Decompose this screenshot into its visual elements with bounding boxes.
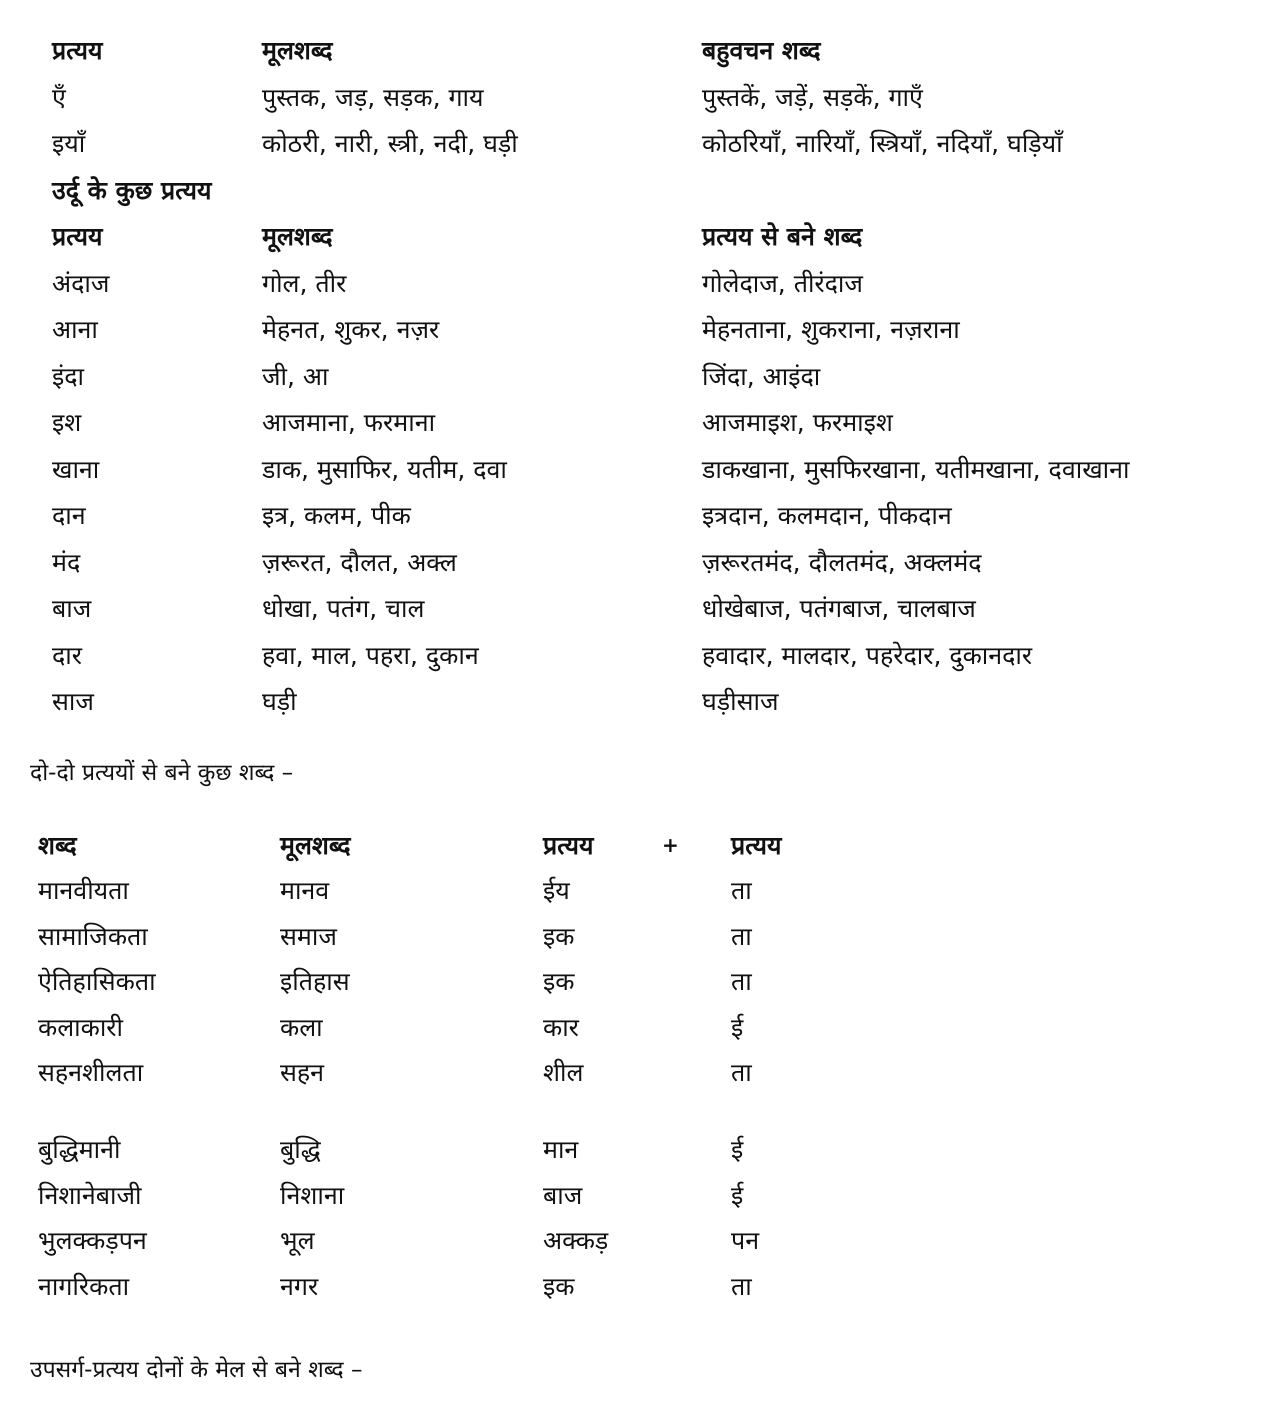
- suffix-tables: [52, 28, 1262, 726]
- suffix-1-cell: ईय: [543, 876, 570, 906]
- word-cell: सामाजिकता: [38, 921, 148, 951]
- table-row: [52, 447, 1262, 494]
- suffix-2-cell: ता: [731, 876, 752, 906]
- column-header-plural-word: बहुवचन शब्द: [702, 36, 821, 65]
- table-row: [38, 959, 938, 1004]
- root-word-cell: कोठरी, नारी, स्त्री, नदी, घड़ी: [262, 129, 518, 158]
- table2-header-row: [38, 823, 938, 868]
- root-word-cell: मानव: [280, 876, 330, 906]
- caption-two-suffix-words: दो-दो प्रत्ययों से बने कुछ शब्द –: [30, 760, 294, 786]
- derived-word-cell: घड़ीसाज: [702, 687, 779, 716]
- suffix-1-cell: इक: [543, 921, 575, 951]
- suffix-cell: बाज: [52, 594, 92, 623]
- table-row: [38, 868, 938, 913]
- urdu-section-title-row: [52, 168, 1262, 215]
- root-word-cell: निशाना: [280, 1180, 345, 1210]
- column-header-root-word: मूलशब्द: [280, 831, 351, 860]
- root-word-cell: मेहनत, शुकर, नज़र: [262, 315, 440, 344]
- word-cell: सहनशीलता: [38, 1057, 144, 1087]
- table-row: [38, 1218, 938, 1263]
- derived-word-cell: हवादार, मालदार, पहरेदार, दुकानदार: [702, 640, 1033, 670]
- two-suffix-table: [38, 823, 938, 1309]
- column-header-suffix: प्रत्यय: [52, 36, 103, 65]
- table-row: [52, 400, 1262, 447]
- suffix-2-cell: ई: [731, 1012, 744, 1042]
- derived-word-cell: आजमाइश, फरमाइश: [702, 408, 893, 437]
- plus-sign: +: [662, 833, 679, 857]
- root-word-cell: जी, आ: [262, 361, 329, 391]
- word-cell: बुद्धिमानी: [38, 1135, 121, 1165]
- root-word-cell: आजमाना, फरमाना: [262, 408, 436, 437]
- table-row: [52, 586, 1262, 633]
- table-row: [52, 354, 1262, 401]
- derived-word-cell: धोखेबाज, पतंगबाज, चालबाज: [702, 594, 976, 623]
- suffix-cell: इश: [52, 408, 82, 437]
- root-word-cell: भूल: [280, 1226, 315, 1256]
- word-cell: ऐतिहासिकता: [38, 967, 156, 997]
- suffix-2-cell: ता: [731, 921, 752, 951]
- word-cell: भुलक्कड़पन: [38, 1226, 147, 1256]
- suffix-cell: आना: [52, 315, 98, 344]
- suffix-2-cell: ता: [731, 1057, 752, 1087]
- suffix-cell: साज: [52, 687, 94, 716]
- caption-prefix-suffix-words: उपसर्ग-प्रत्यय दोनों के मेल से बने शब्द –: [30, 1357, 363, 1383]
- root-word-cell: सहन: [280, 1057, 325, 1087]
- root-word-cell: इत्र, कलम, पीक: [262, 501, 411, 530]
- suffix-1-cell: कार: [543, 1012, 579, 1042]
- word-cell: कलाकारी: [38, 1012, 124, 1042]
- column-header-root-word: मूलशब्द: [262, 222, 333, 251]
- table-row: [52, 633, 1262, 680]
- root-word-cell: हवा, माल, पहरा, दुकान: [262, 640, 479, 670]
- column-header-suffix-1: प्रत्यय: [543, 831, 594, 860]
- derived-word-cell: मेहनताना, शुकराना, नज़राना: [702, 315, 960, 344]
- suffix-1-cell: मान: [543, 1135, 579, 1165]
- column-header-suffix: प्रत्यय: [52, 222, 103, 251]
- table-row: [52, 75, 1262, 122]
- derived-word-cell: गोलेदाज, तीरंदाज: [702, 268, 863, 298]
- root-word-cell: गोल, तीर: [262, 268, 347, 298]
- suffix-2-cell: ता: [731, 1271, 752, 1301]
- root-word-cell: डाक, मुसाफिर, यतीम, दवा: [262, 454, 507, 484]
- derived-word-cell: ज़रूरतमंद, दौलतमंद, अक्लमंद: [702, 547, 982, 577]
- suffix-1-cell: बाज: [543, 1180, 583, 1210]
- plural-word-cell: पुस्तकें, जड़ें, सड़कें, गाएँ: [702, 82, 923, 112]
- suffix-1-cell: अक्कड़: [543, 1226, 609, 1256]
- table-row: [38, 1173, 938, 1218]
- word-cell: नागरिकता: [38, 1271, 130, 1301]
- suffix-2-cell: ई: [731, 1180, 744, 1210]
- table-row: [38, 914, 938, 959]
- suffix-2-cell: पन: [731, 1226, 760, 1256]
- table-row: [38, 1264, 938, 1309]
- plural-word-cell: कोठरियाँ, नारियाँ, स्त्रियाँ, नदियाँ, घड़ियाँ: [702, 129, 1063, 158]
- suffix-cell: मंद: [52, 547, 81, 577]
- suffix-1-cell: शील: [543, 1057, 584, 1087]
- suffix-cell: खाना: [52, 454, 100, 484]
- column-header-suffix-2: प्रत्यय: [731, 831, 782, 860]
- root-word-cell: पुस्तक, जड़, सड़क, गाय: [262, 82, 484, 112]
- root-word-cell: इतिहास: [280, 967, 350, 997]
- root-word-cell: घड़ी: [262, 687, 297, 716]
- table-row: [38, 1050, 938, 1095]
- table-row: [52, 307, 1262, 354]
- derived-word-cell: डाकखाना, मुसफिरखाना, यतीमखाना, दवाखाना: [702, 454, 1130, 484]
- root-word-cell: समाज: [280, 921, 337, 951]
- table1-header-row: [52, 28, 1262, 75]
- suffix-2-cell: ता: [731, 967, 752, 997]
- root-word-cell: धोखा, पतंग, चाल: [262, 594, 425, 623]
- suffix-cell: दार: [52, 640, 82, 670]
- urdu-header-row: [52, 214, 1262, 261]
- column-header-root-word: मूलशब्द: [262, 36, 333, 65]
- word-cell: निशानेबाजी: [38, 1180, 142, 1210]
- table-row: [38, 1127, 938, 1172]
- table-row: [38, 1005, 938, 1050]
- group-spacer: [38, 1095, 938, 1127]
- table-row: [52, 493, 1262, 540]
- section-title: उर्दू के कुछ प्रत्यय: [52, 175, 212, 205]
- root-word-cell: कला: [280, 1012, 323, 1042]
- root-word-cell: ज़रूरत, दौलत, अक्ल: [262, 547, 457, 577]
- root-word-cell: नगर: [280, 1271, 319, 1301]
- table-row: [52, 679, 1262, 726]
- table-row: [52, 121, 1262, 168]
- table-row: [52, 540, 1262, 587]
- column-header-derived-word: प्रत्यय से बने शब्द: [702, 222, 863, 251]
- root-word-cell: बुद्धि: [280, 1135, 321, 1165]
- derived-word-cell: इत्रदान, कलमदान, पीकदान: [702, 501, 952, 530]
- suffix-cell: इयाँ: [52, 129, 86, 158]
- derived-word-cell: जिंदा, आइंदा: [702, 361, 821, 391]
- suffix-cell: अंदाज: [52, 268, 110, 298]
- suffix-cell: इंदा: [52, 361, 85, 391]
- word-cell: मानवीयता: [38, 876, 129, 906]
- suffix-1-cell: इक: [543, 967, 575, 997]
- suffix-2-cell: ई: [731, 1135, 744, 1165]
- column-header-word: शब्द: [38, 831, 77, 860]
- suffix-cell: दान: [52, 501, 86, 530]
- suffix-1-cell: इक: [543, 1271, 575, 1301]
- table-row: [52, 261, 1262, 308]
- suffix-cell: एँ: [52, 82, 66, 112]
